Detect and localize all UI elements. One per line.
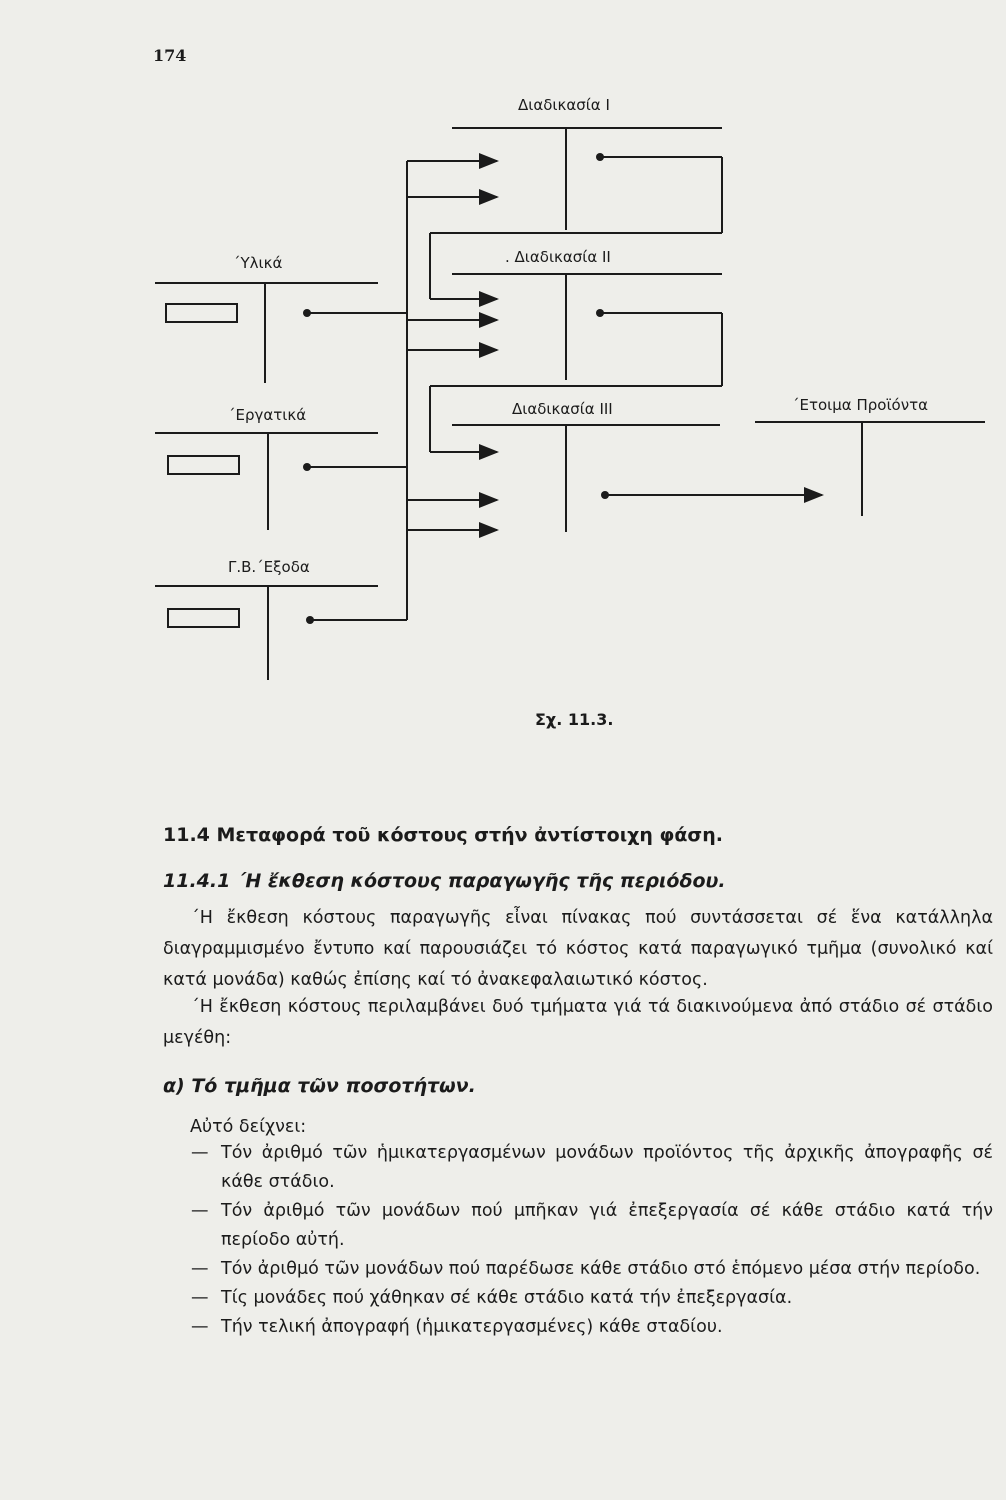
process-1-label: Διαδικασία Ι xyxy=(518,96,610,114)
finished-goods-account xyxy=(755,396,985,516)
materials-account xyxy=(155,254,407,383)
list-item: — Τόν ἀριθμό τῶν μονάδων πού μπῆκαν γιά ἐπεξεργασία σέ κάθε στάδιο κατά τήν περίοδο αὐτή. xyxy=(163,1197,993,1255)
labor-label: ΄Εργατικά xyxy=(228,406,307,424)
distribution-arrows xyxy=(407,161,497,620)
section-heading: 11.4 Μεταφορά τοῦ κόστους στήν ἀντίστοιχη φάση. xyxy=(163,824,723,846)
subsection-heading: 11.4.1 ΄Η ἔκθεση κόστους παραγωγῆς τῆς περιόδου. xyxy=(163,870,726,892)
overhead-account xyxy=(155,558,407,680)
part-a-title: α) Τό τμῆμα τῶν ποσοτήτων. xyxy=(163,1075,476,1097)
figure-caption: Σχ. 11.3. xyxy=(535,710,614,729)
process-2-label: . Διαδικασία ΙΙ xyxy=(505,248,611,266)
page-number: 174 xyxy=(153,46,187,65)
list-item: — Τόν ἀριθμό τῶν ἡμικατεργασμένων μονάδων προϊόντος τῆς ἀρχικῆς ἀπογραφῆς σέ κάθε στάδιο. xyxy=(163,1139,993,1197)
part-a-intro: Αὐτό δείχνει: xyxy=(190,1117,307,1137)
paragraph-2: ΄Η ἔκθεση κόστους περιλαμβάνει δυό τμήματα γιά τά διακινούμενα ἀπό στάδιο σέ στάδιο μεγέθη: xyxy=(163,997,993,1048)
paragraph-1: ΄Η ἔκθεση κόστους παραγωγῆς εἶναι πίνακας πού συντάσσεται σέ ἕνα κατάλληλα διαγραμμισμένο ἔντυπο καί παρουσιάζει τό κόστος κατά παραγωγικό τμῆμα (συνολικό καί κατά μονάδα) καθώς ἐπίσης καί τό ἀνακεφαλαιωτικό κόστος. xyxy=(163,908,993,990)
cost-flow-diagram xyxy=(0,0,1006,720)
part-a-list xyxy=(163,1139,993,1342)
labor-account xyxy=(155,406,407,530)
list-item: — Τήν τελική ἀπογραφή (ἡμικατεργασμένες) κάθε σταδίου. xyxy=(163,1313,993,1342)
materials-label: ΄Υλικά xyxy=(233,254,283,272)
output-label: ΄Ετοιμα Προϊόντα xyxy=(792,396,928,414)
process-3-label: Διαδικασία ΙΙΙ xyxy=(512,400,613,418)
list-item: — Τόν ἀριθμό τῶν μονάδων πού παρέδωσε κάθε στάδιο στό ἑπόμενο μέσα στήν περίοδο. xyxy=(163,1255,993,1284)
overhead-label: Γ.Β.΄Εξοδα xyxy=(228,558,310,576)
process-3-account xyxy=(452,400,822,532)
list-item: — Τίς μονάδες πού χάθηκαν σέ κάθε στάδιο κατά τήν ἐπεξεργασία. xyxy=(163,1284,993,1313)
